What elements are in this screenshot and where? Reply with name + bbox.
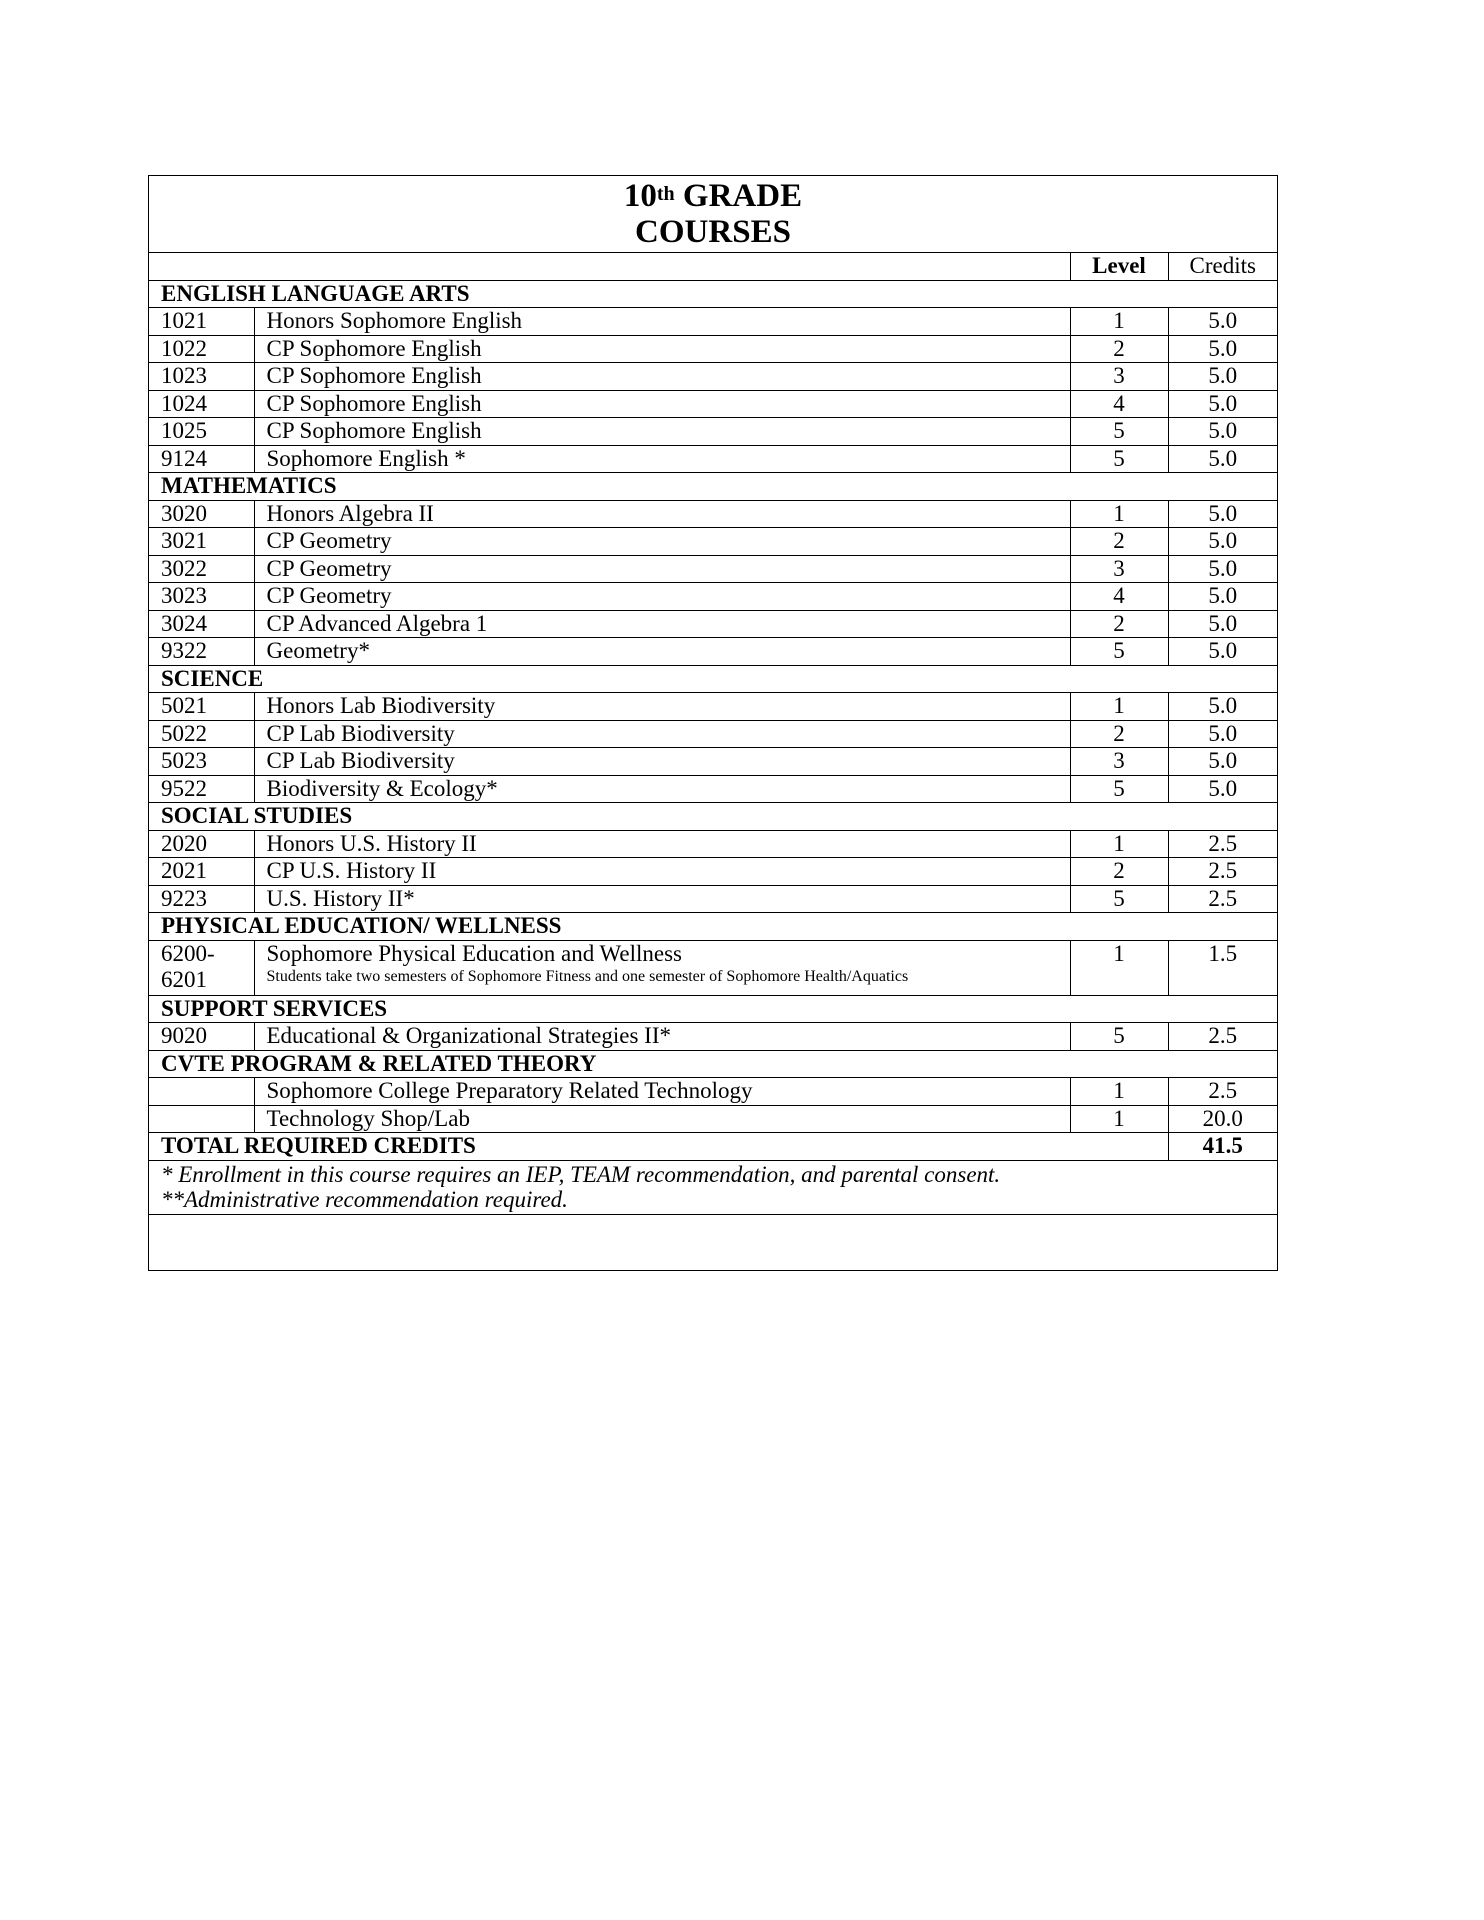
course-row xyxy=(149,858,1277,886)
course-credits: 5.0 xyxy=(1168,610,1277,638)
course-credits: 5.0 xyxy=(1168,445,1277,473)
course-row xyxy=(149,528,1277,556)
total-credits: 41.5 xyxy=(1168,1133,1277,1161)
course-credits: 2.5 xyxy=(1168,858,1277,886)
course-code: 1021 xyxy=(149,308,254,336)
course-name: CP Geometry xyxy=(254,528,1070,556)
course-name: Sophomore College Preparatory Related Technology xyxy=(254,1078,1070,1106)
course-name: CP Lab Biodiversity xyxy=(254,748,1070,776)
course-level: 1 xyxy=(1070,308,1168,336)
title-line-1 xyxy=(149,178,1277,214)
course-code: 3021 xyxy=(149,528,254,556)
course-row xyxy=(149,500,1277,528)
section-row-math xyxy=(149,473,1277,501)
section-heading: MATHEMATICS xyxy=(149,473,1277,501)
header-level: Level xyxy=(1070,253,1168,280)
course-level: 3 xyxy=(1070,363,1168,391)
course-code: 3024 xyxy=(149,610,254,638)
course-row xyxy=(149,775,1277,803)
course-level: 1 xyxy=(1070,1078,1168,1106)
course-code: 9322 xyxy=(149,638,254,666)
course-row xyxy=(149,308,1277,336)
course-name: Honors Lab Biodiversity xyxy=(254,693,1070,721)
course-credits: 5.0 xyxy=(1168,390,1277,418)
course-level: 5 xyxy=(1070,418,1168,446)
course-level: 5 xyxy=(1070,1023,1168,1051)
section-heading: ENGLISH LANGUAGE ARTS xyxy=(149,280,1277,308)
course-name: CP Geometry xyxy=(254,555,1070,583)
course-level: 2 xyxy=(1070,720,1168,748)
course-code: 9223 xyxy=(149,885,254,913)
course-title: Sophomore Physical Education and Wellness xyxy=(266,940,682,966)
course-code: 1023 xyxy=(149,363,254,391)
course-row xyxy=(149,638,1277,666)
course-level: 2 xyxy=(1070,858,1168,886)
course-name: Technology Shop/Lab xyxy=(254,1105,1070,1133)
course-row xyxy=(149,418,1277,446)
total-row xyxy=(149,1133,1277,1161)
course-code: 9522 xyxy=(149,775,254,803)
course-level: 1 xyxy=(1070,830,1168,858)
course-name: U.S. History II* xyxy=(254,885,1070,913)
course-code: 3023 xyxy=(149,583,254,611)
course-credits: 5.0 xyxy=(1168,748,1277,776)
course-credits: 5.0 xyxy=(1168,500,1277,528)
header-blank xyxy=(149,253,1070,280)
course-credits: 5.0 xyxy=(1168,418,1277,446)
course-code: 5021 xyxy=(149,693,254,721)
total-label: TOTAL REQUIRED CREDITS xyxy=(149,1133,1168,1161)
course-name: Honors Sophomore English xyxy=(254,308,1070,336)
course-credits: 2.5 xyxy=(1168,1078,1277,1106)
header-credits: Credits xyxy=(1168,253,1277,280)
course-name: Biodiversity & Ecology* xyxy=(254,775,1070,803)
section-heading: CVTE PROGRAM & RELATED THEORY xyxy=(149,1050,1277,1078)
course-row xyxy=(149,583,1277,611)
course-name: Sophomore English * xyxy=(254,445,1070,473)
page-title xyxy=(149,176,1277,253)
course-name: CP U.S. History II xyxy=(254,858,1070,886)
course-row xyxy=(149,1078,1277,1106)
course-credits: 5.0 xyxy=(1168,335,1277,363)
course-credits: 2.5 xyxy=(1168,1023,1277,1051)
course-name xyxy=(254,940,1070,995)
course-credits: 2.5 xyxy=(1168,830,1277,858)
course-code: 5023 xyxy=(149,748,254,776)
course-credits: 5.0 xyxy=(1168,583,1277,611)
course-credits: 5.0 xyxy=(1168,363,1277,391)
course-row xyxy=(149,555,1277,583)
course-credits: 5.0 xyxy=(1168,308,1277,336)
courses-table xyxy=(149,253,1277,1161)
course-name: CP Lab Biodiversity xyxy=(254,720,1070,748)
course-row xyxy=(149,885,1277,913)
course-code: 9124 xyxy=(149,445,254,473)
course-name: Geometry* xyxy=(254,638,1070,666)
course-row xyxy=(149,363,1277,391)
section-heading: SOCIAL STUDIES xyxy=(149,803,1277,831)
code-line-1: 6200- xyxy=(161,940,215,966)
section-row-pe xyxy=(149,913,1277,941)
header-row xyxy=(149,253,1277,280)
code-line-2: 6201 xyxy=(161,966,207,992)
course-code: 2021 xyxy=(149,858,254,886)
course-credits: 5.0 xyxy=(1168,528,1277,556)
course-code: 3022 xyxy=(149,555,254,583)
course-sheet xyxy=(148,175,1278,1271)
grade-word: GRADE xyxy=(682,178,803,214)
course-level: 5 xyxy=(1070,775,1168,803)
course-level: 2 xyxy=(1070,335,1168,363)
course-row xyxy=(149,1023,1277,1051)
course-name: Honors Algebra II xyxy=(254,500,1070,528)
course-level: 4 xyxy=(1070,583,1168,611)
course-level: 4 xyxy=(1070,390,1168,418)
course-row xyxy=(149,1105,1277,1133)
course-credits: 5.0 xyxy=(1168,775,1277,803)
section-row-english xyxy=(149,280,1277,308)
section-heading: SUPPORT SERVICES xyxy=(149,995,1277,1023)
course-row xyxy=(149,748,1277,776)
footnote-iep: * Enrollment in this course requires an IEP, TEAM recommendation, and parental consent. xyxy=(161,1161,1001,1187)
course-name: Honors U.S. History II xyxy=(254,830,1070,858)
course-credits: 5.0 xyxy=(1168,555,1277,583)
course-code: 5022 xyxy=(149,720,254,748)
course-credits: 5.0 xyxy=(1168,638,1277,666)
course-level: 5 xyxy=(1070,638,1168,666)
course-code: 2020 xyxy=(149,830,254,858)
section-row-science xyxy=(149,665,1277,693)
course-row xyxy=(149,335,1277,363)
section-heading: PHYSICAL EDUCATION/ WELLNESS xyxy=(149,913,1277,941)
section-row-cvte xyxy=(149,1050,1277,1078)
course-credits: 5.0 xyxy=(1168,720,1277,748)
course-row xyxy=(149,830,1277,858)
course-level: 2 xyxy=(1070,610,1168,638)
course-level: 1 xyxy=(1070,693,1168,721)
course-level: 2 xyxy=(1070,528,1168,556)
course-name: CP Advanced Algebra 1 xyxy=(254,610,1070,638)
course-level: 1 xyxy=(1070,500,1168,528)
course-row xyxy=(149,720,1277,748)
course-name: CP Sophomore English xyxy=(254,335,1070,363)
course-credits: 1.5 xyxy=(1168,940,1277,995)
course-code xyxy=(149,1105,254,1133)
course-name: CP Geometry xyxy=(254,583,1070,611)
section-row-support xyxy=(149,995,1277,1023)
course-name: Educational & Organizational Strategies II* xyxy=(254,1023,1070,1051)
course-level: 3 xyxy=(1070,555,1168,583)
course-level: 1 xyxy=(1070,1105,1168,1133)
course-name: CP Sophomore English xyxy=(254,418,1070,446)
course-row xyxy=(149,610,1277,638)
course-row xyxy=(149,390,1277,418)
footnotes xyxy=(149,1161,1277,1215)
course-name: CP Sophomore English xyxy=(254,390,1070,418)
title-line-2: COURSES xyxy=(635,214,791,250)
course-level: 5 xyxy=(1070,445,1168,473)
course-name: CP Sophomore English xyxy=(254,363,1070,391)
course-level: 5 xyxy=(1070,885,1168,913)
course-code xyxy=(149,940,254,995)
course-note: Students take two semesters of Sophomore Fitness and one semester of Sophomore Health/Aquatics xyxy=(266,967,909,985)
footnote-admin: **Administrative recommendation required. xyxy=(161,1186,568,1212)
course-code: 1024 xyxy=(149,390,254,418)
course-row xyxy=(149,693,1277,721)
course-code: 1022 xyxy=(149,335,254,363)
section-row-social xyxy=(149,803,1277,831)
course-code xyxy=(149,1078,254,1106)
course-level: 1 xyxy=(1070,940,1168,995)
course-code: 1025 xyxy=(149,418,254,446)
course-code: 3020 xyxy=(149,500,254,528)
course-credits: 2.5 xyxy=(1168,885,1277,913)
course-level: 3 xyxy=(1070,748,1168,776)
blank-row xyxy=(149,1215,1277,1270)
course-row xyxy=(149,445,1277,473)
course-code: 9020 xyxy=(149,1023,254,1051)
section-heading: SCIENCE xyxy=(149,665,1277,693)
grade-number: 10 xyxy=(623,178,657,214)
grade-suffix: th xyxy=(656,183,675,205)
course-credits: 5.0 xyxy=(1168,693,1277,721)
course-row-pe xyxy=(149,940,1277,995)
course-credits: 20.0 xyxy=(1168,1105,1277,1133)
